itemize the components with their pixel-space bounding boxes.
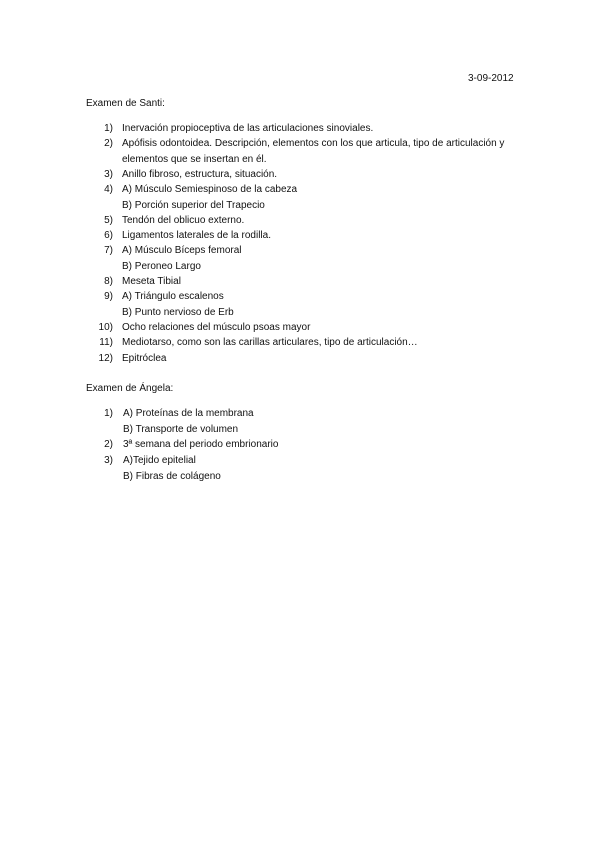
question-text: B) Punto nervioso de Erb	[122, 306, 234, 318]
question-text: A) Triángulo escalenos	[122, 291, 224, 303]
question-number: 3)	[104, 455, 113, 467]
question-text: Anillo fibroso, estructura, situación.	[122, 168, 278, 180]
santi-heading: Examen de Santi:	[86, 98, 165, 109]
question-text: Apófisis odontoidea. Descripción, elementos con los que articula, tipo de articulación y	[122, 138, 505, 150]
question-number: 12)	[98, 352, 113, 364]
question-text: A)Tejido epitelial	[123, 455, 196, 467]
question-number: 1)	[104, 123, 113, 134]
question-number: 1)	[104, 408, 113, 419]
question-text: B) Fibras de colágeno	[123, 470, 221, 482]
question-text: A) Músculo Bíceps femoral	[122, 245, 242, 257]
question-text: Epitróclea	[122, 352, 167, 364]
question-number: 4)	[104, 184, 113, 196]
question-text: Tendón del oblicuo externo.	[122, 214, 245, 226]
question-number: 5)	[104, 214, 113, 226]
question-text: A) Músculo Semiespinoso de la cabeza	[122, 184, 298, 196]
question-number: 10)	[98, 321, 113, 333]
question-text: B) Transporte de volumen	[123, 423, 239, 435]
question-number: 2)	[104, 138, 113, 150]
question-text: Ligamentos laterales de la rodilla.	[122, 230, 271, 242]
document-date: 3-09-2012	[468, 73, 514, 84]
question-number: 7)	[104, 245, 113, 257]
angela-heading: Examen de Ángela:	[86, 383, 174, 394]
question-text: Mediotarso, como son las carillas articulares, tipo de articulación…	[122, 337, 418, 349]
question-text: Ocho relaciones del músculo psoas mayor	[122, 321, 311, 333]
question-number: 9)	[104, 291, 113, 303]
question-text: 3ª semana del periodo embrionario	[123, 439, 279, 451]
question-text: B) Porción superior del Trapecio	[122, 199, 265, 211]
question-text: B) Peroneo Largo	[122, 260, 201, 272]
question-text: elementos que se insertan en él.	[122, 153, 267, 165]
question-number: 2)	[104, 439, 113, 451]
question-number: 11)	[99, 337, 113, 349]
question-text: Meseta Tibial	[122, 276, 181, 287]
question-number: 6)	[104, 230, 113, 242]
question-text: Inervación propioceptiva de las articulaciones sinoviales.	[122, 123, 374, 134]
question-number: 8)	[104, 276, 113, 287]
question-text: A) Proteínas de la membrana	[123, 408, 254, 419]
question-number: 3)	[104, 168, 113, 180]
